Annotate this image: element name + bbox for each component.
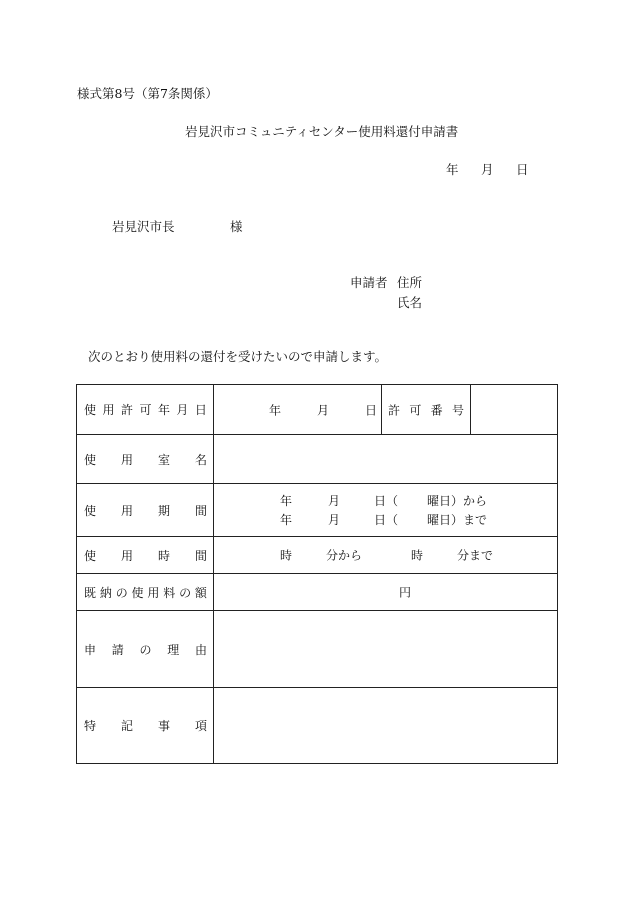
- permit-number-field[interactable]: [471, 385, 557, 434]
- addressee-honorific: 様: [230, 219, 243, 234]
- remarks-label: 特 記 事 項: [84, 719, 207, 733]
- time-to-min: 分まで: [457, 548, 494, 563]
- permit-date-label: 使 用 許 可 年 月 日: [84, 403, 207, 417]
- applicant-address-label: 住所: [397, 275, 423, 290]
- period-from-year: 年: [280, 494, 293, 508]
- addressee-mayor: 岩見沢市長: [112, 219, 175, 234]
- paid-fee-label: 既 納 の 使 用 料 の 額: [84, 585, 207, 600]
- period-to-weekday: 曜日）まで: [427, 513, 488, 527]
- paid-fee-unit: 円: [399, 585, 412, 600]
- date-year: 年: [446, 162, 459, 177]
- permit-date-month: 月: [317, 403, 330, 417]
- period-from-month: 月: [328, 494, 341, 508]
- room-label: 使 用 室 名: [84, 452, 207, 467]
- reason-label-cell: [77, 611, 214, 688]
- period-label: 使 用 期 間: [84, 503, 207, 518]
- permit-date-label-cell: [77, 385, 214, 435]
- time-field[interactable]: [214, 537, 558, 574]
- reason-field[interactable]: [214, 611, 558, 688]
- time-from-min: 分から: [326, 548, 363, 563]
- period-from-weekday: 曜日）から: [427, 494, 488, 508]
- period-to-month: 月: [328, 513, 341, 527]
- page-title: 岩見沢市コミュニティセンター使用料還付申請書: [185, 124, 459, 139]
- time-label-cell: [77, 537, 214, 574]
- time-label: 使 用 時 間: [84, 548, 207, 563]
- permit-date-day: 日: [365, 403, 378, 417]
- remarks-field[interactable]: [214, 688, 558, 764]
- remarks-label-cell: [77, 688, 214, 764]
- application-table: [76, 384, 558, 764]
- permit-date-year: 年: [269, 403, 282, 417]
- permit-number-label-cell: [382, 385, 471, 434]
- room-label-cell: [77, 435, 214, 484]
- period-to-day: 日（: [374, 513, 399, 527]
- period-from-day: 日（: [374, 494, 399, 508]
- intro-text: 次のとおり使用料の還付を受けたいので申請します。: [88, 349, 388, 364]
- applicant-label: 申請者: [350, 275, 388, 290]
- date-month: 月: [481, 162, 494, 177]
- paid-fee-label-cell: [77, 574, 214, 611]
- date-day: 日: [516, 162, 529, 177]
- paid-fee-field[interactable]: [214, 574, 558, 611]
- time-from-hour: 時: [280, 548, 293, 563]
- form-code: 様式第8号（第7条関係）: [77, 86, 218, 101]
- permit-date-row: [214, 385, 558, 435]
- permit-number-label: 許 可 番 号: [388, 403, 464, 417]
- permit-date-field[interactable]: [214, 385, 382, 434]
- time-to-hour: 時: [411, 548, 424, 563]
- period-field[interactable]: [214, 484, 558, 537]
- applicant-name-label: 氏名: [397, 295, 423, 310]
- period-to-year: 年: [280, 513, 293, 527]
- reason-label: 申 請 の 理 由: [84, 642, 207, 657]
- room-field[interactable]: [214, 435, 558, 484]
- period-label-cell: [77, 484, 214, 537]
